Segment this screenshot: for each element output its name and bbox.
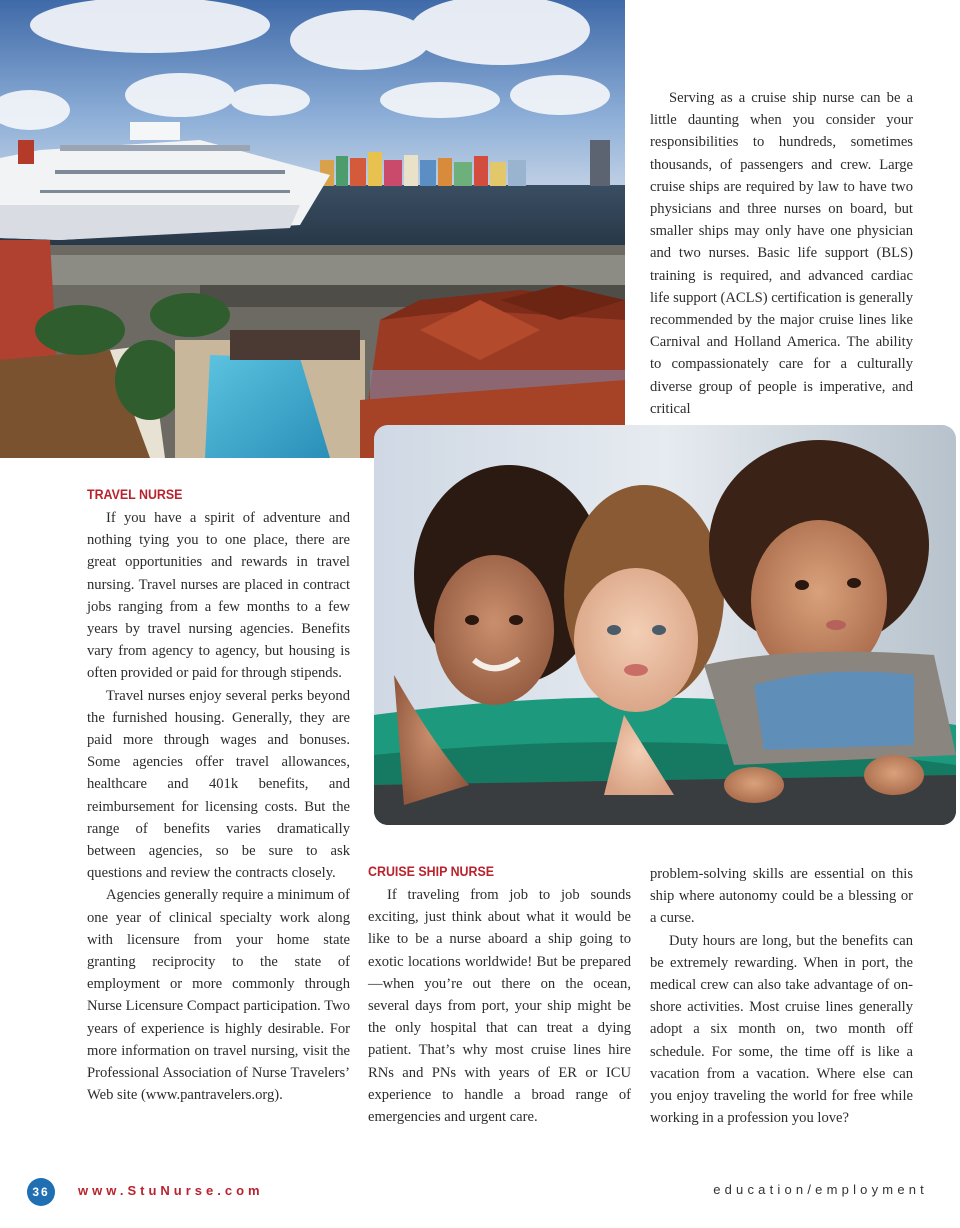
children-photo [374, 425, 956, 825]
travel-nurse-paragraph-3: Agencies generally require a minimum of one year of clinical specialty work along with licensure from your home state granting reciprocity to the state of employment or more commonly through Nurse Licensure Compact participation. Two years of experience is highly desirable. For more information on travel nursing, visit the Professional Association of Nurse Travelers’ Web site (www.pantravelers.org). [87, 887, 350, 1104]
travel-nurse-paragraph-1: If you have a spirit of adventure and nothing tying you to one place, there are great opportunities and rewards in travel nursing. Travel nurses are placed in contract jobs ranging from a few months to a few years by travel nursing agencies. Benefits vary from agency to agency, but housing is often provided or paid for through stipends. [87, 510, 350, 682]
harbor-cruise-photo [0, 0, 625, 458]
cruise-continued-paragraph-1: problem-solving skills are essential on this ship where autonomy could be a blessing or a curse. [650, 866, 913, 927]
column-cruise-intro [650, 87, 913, 420]
cruise-ship-nurse-paragraph: If traveling from job to job sounds exciting, just think about what it would be like to be a nurse aboard a ship going to exotic locations worldwide! But be prepared—when you’re out there on the ocean, several days from port, your ship might be the only hospital that can treat a dying patient. That’s why most cruise lines hire RNs and PNs with years of ER or ICU experience to handle a broad range of emergencies and urgent care. [368, 887, 631, 1126]
column-cruise-continued [650, 863, 913, 1129]
travel-nurse-heading: TRAVEL NURSE [87, 487, 183, 502]
cruise-intro-paragraph: Serving as a cruise ship nurse can be a little daunting when you consider your responsibilities to hundreds, sometimes thousands, of passengers and crew. Large cruise ships are required by law to have two physicians and three nurses on board, but smaller ships may only have one physician and two nurses. Basic life support (BLS) training is required, and advanced cardiac life support (ACLS) certification is generally recommended by the major cruise lines like Carnival and Holland America. The ability to compassionately care for a culturally diverse group of people is imperative, and critical [650, 90, 914, 417]
column-cruise-ship-nurse [368, 863, 631, 1128]
cruise-ship-nurse-heading: CRUISE SHIP NURSE [368, 864, 495, 879]
travel-nurse-paragraph-2: Travel nurses enjoy several perks beyond the furnished housing. Generally, they are paid more through wages and bonuses. Some agencies offer travel allowances, healthcare and 401k benefits, and reimbursement for licensing costs. But the range of benefits varies dramatically between agencies, so be sure to ask questions and review the contracts closely. [87, 687, 350, 882]
page-number-badge: 36 [27, 1178, 55, 1206]
footer-section-label: education/employment [713, 1182, 928, 1197]
column-travel-nurse [87, 486, 350, 1106]
cruise-continued-paragraph-2: Duty hours are long, but the benefits can be extremely rewarding. When in port, the medical crew can also take advantage of on-shore activities. Most cruise lines generally adopt a six month on, two month off schedule. For some, the time off is like a vacation from a vacation. Where else can you enjoy traveling the world for free while working in a profession you love? [650, 932, 913, 1127]
footer-website-link[interactable]: www.StuNurse.com [78, 1183, 264, 1198]
